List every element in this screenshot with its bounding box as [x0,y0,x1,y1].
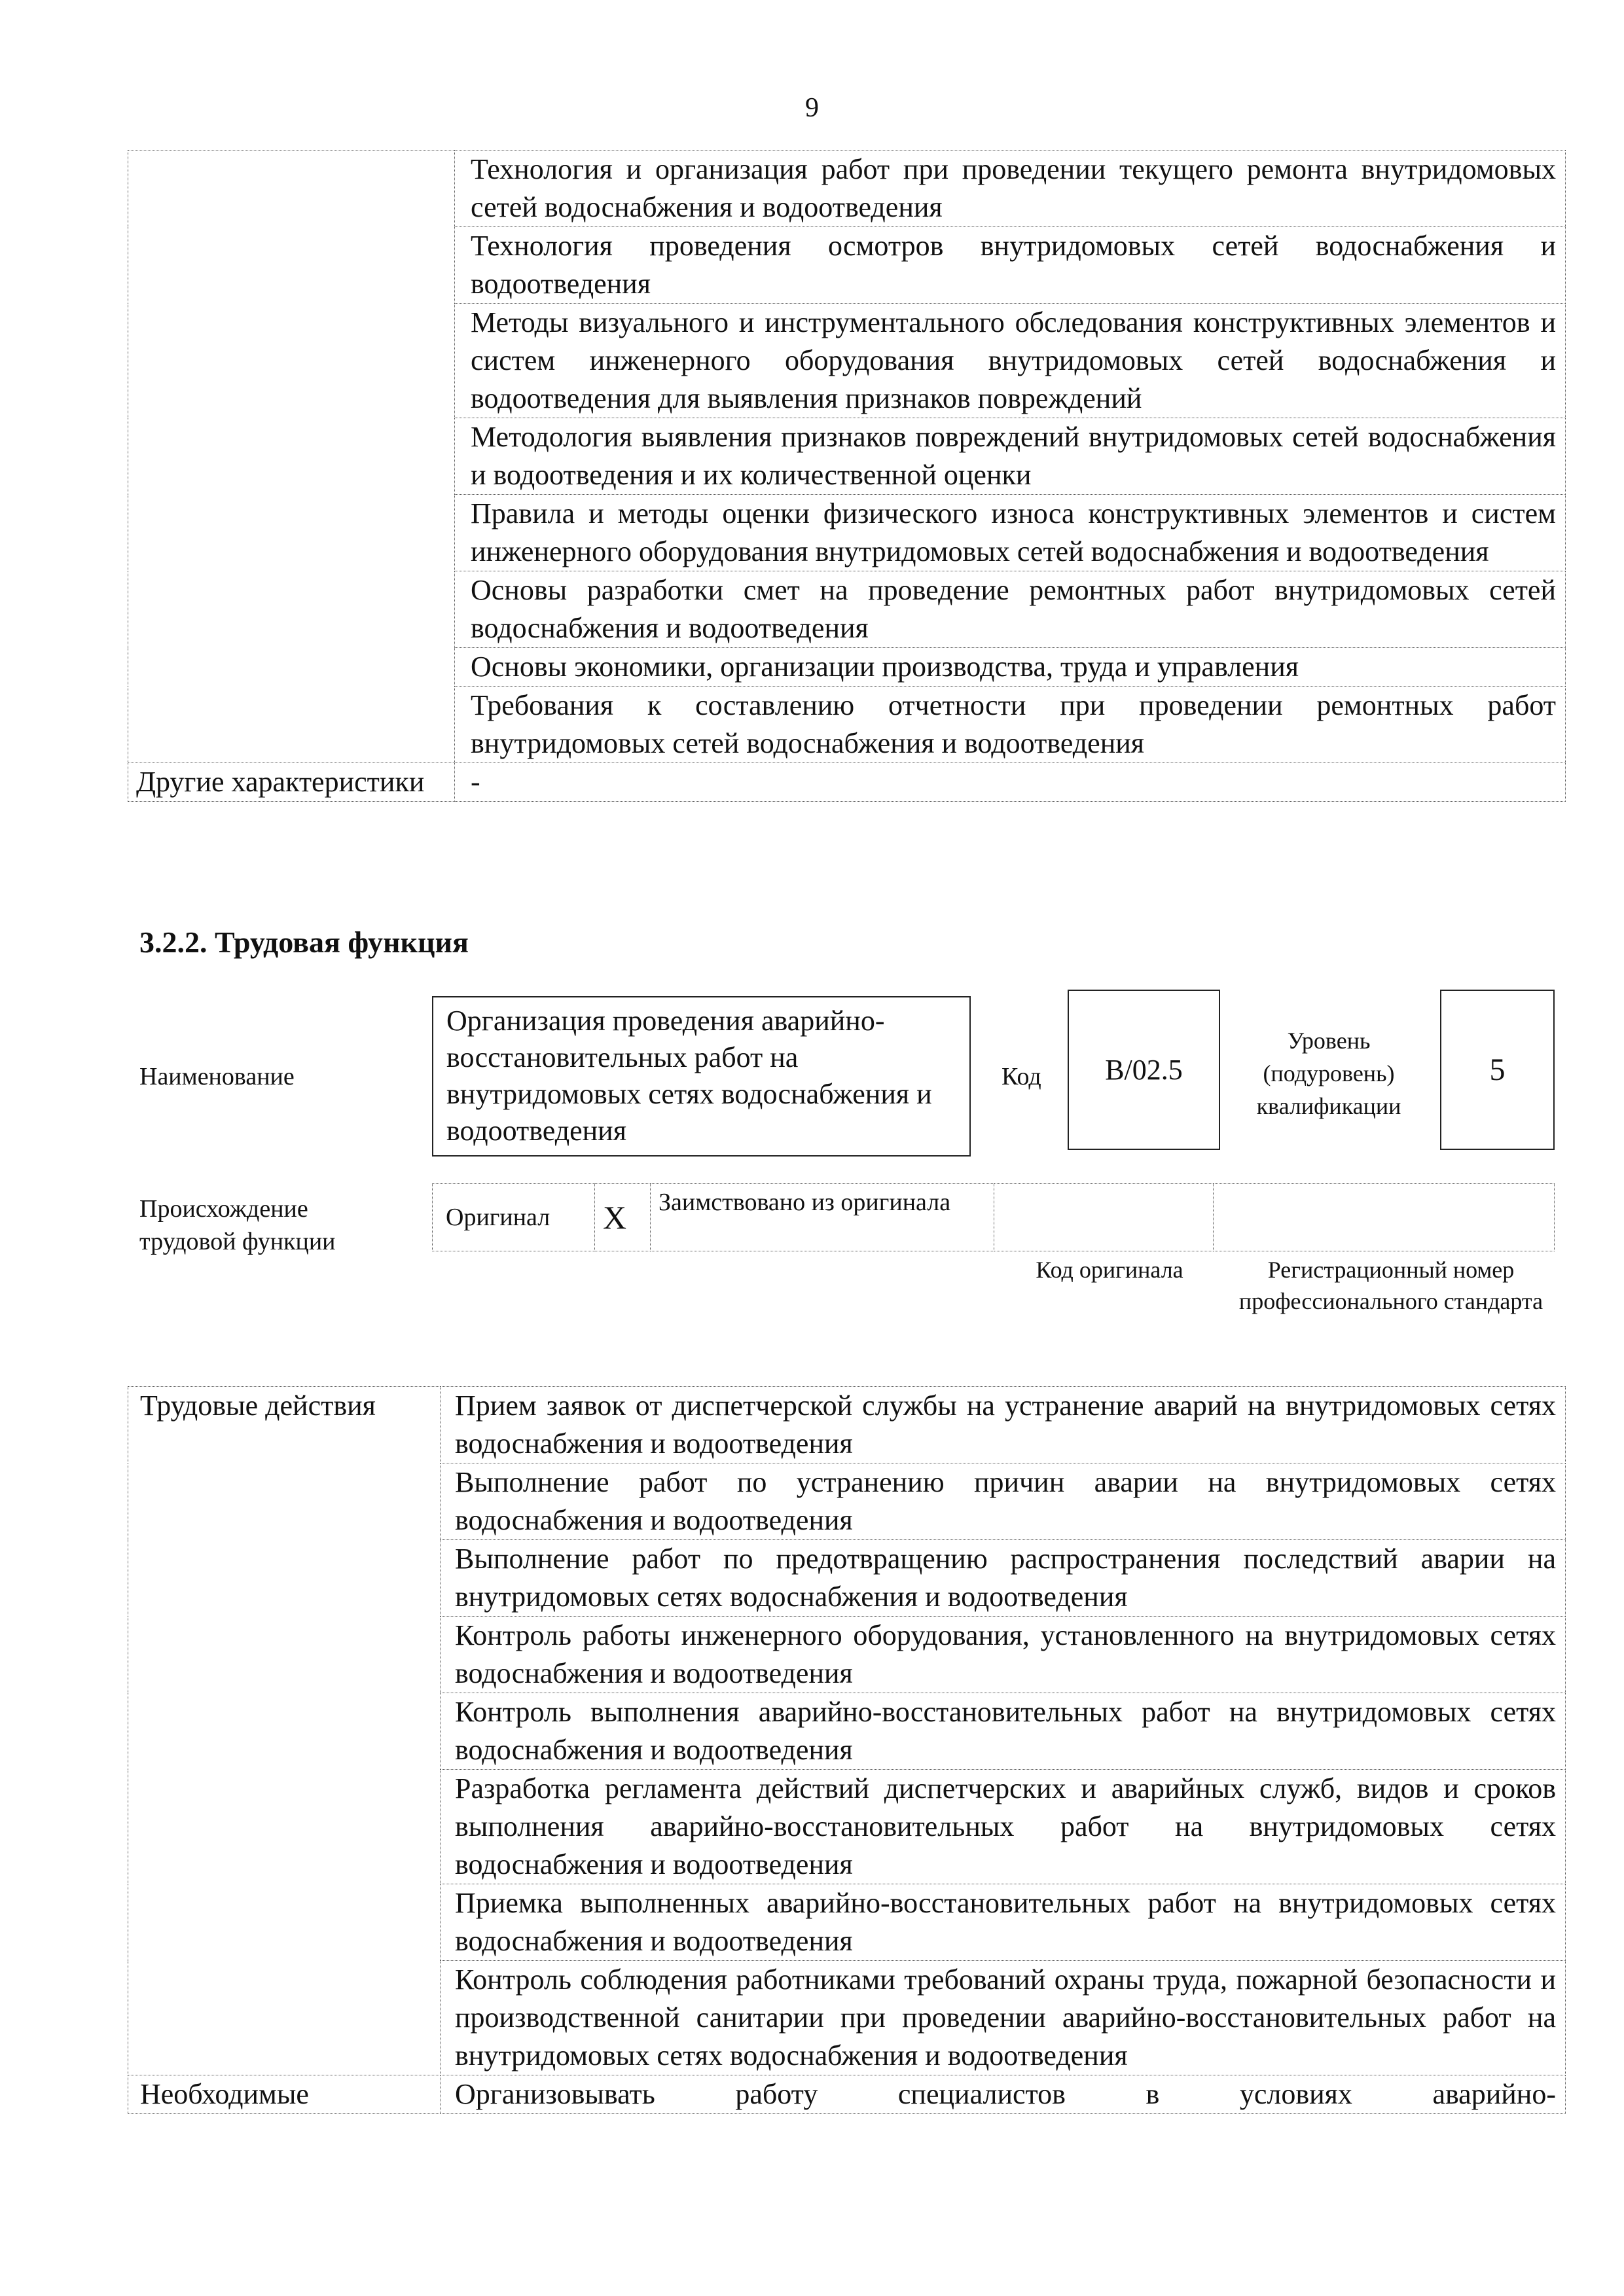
origin-original-label: Оригинал [433,1184,595,1251]
skills-label: Необходимые [128,2075,441,2114]
level-label: Уровень (подуровень) квалификации [1256,1028,1401,1119]
table-row [128,151,1566,227]
code-label: Код [1001,1063,1041,1090]
action-item: Выполнение работ по устранению причин аварии на внутридомовых сетях водоснабжения и водоотведения [441,1463,1566,1540]
knowledge-item: Технология проведения осмотров внутридомовых сетей водоснабжения и водоотведения [455,227,1566,304]
knowledge-item: Методы визуального и инструментального обследования конструктивных элементов и систем инженерного оборудования внутридомовых сетей водоснабжения и водоотведения для выявления признаков повреждений [455,304,1566,418]
origin-code-cell [994,1184,1214,1251]
action-item: Контроль выполнения аварийно-восстановительных работ на внутридомовых сетях водоснабжения и водоотведения [441,1693,1566,1770]
other-characteristics-value: - [455,763,1566,802]
function-name-box: Организация проведения аварийно-восстановительных работ на внутридомовых сетях водоснабжения и водоотведения [432,996,971,1157]
table-row [128,2075,1566,2114]
actions-label: Трудовые действия [128,1387,441,2075]
action-item: Приемка выполненных аварийно-восстановительных работ на внутридомовых сетях водоснабжения и водоотведения [441,1884,1566,1961]
knowledge-item: Основы разработки смет на проведение ремонтных работ внутридомовых сетей водоснабжения и водоотведения [455,571,1566,648]
action-item: Контроль работы инженерного оборудования, установленного на внутридомовых сетях водоснабжения и водоотведения [441,1617,1566,1693]
origin-reg-cell [1214,1184,1555,1251]
knowledge-table [128,150,1566,802]
origin-reg-caption: Регистрационный номер профессионального стандарта [1238,1257,1543,1314]
knowledge-item: Методология выявления признаков повреждений внутридомовых сетей водоснабжения и водоотведения и их количественной оценки [455,418,1566,495]
section-heading: 3.2.2. Трудовая функция [139,925,469,959]
table-row [433,1184,1555,1251]
name-label: Наименование [139,1063,295,1090]
knowledge-item: Основы экономики, организации производства, труда и управления [455,648,1566,687]
action-item: Разработка регламента действий диспетчерских и аварийных служб, видов и сроков выполнения аварийно-восстановительных работ на внутридомовых сетях водоснабжения и водоотведения [441,1770,1566,1884]
origin-original-mark: X [595,1184,651,1251]
action-item: Прием заявок от диспетчерской службы на устранение аварий на внутридомовых сетях водоснабжения и водоотведения [441,1387,1566,1463]
origin-label: Происхождение трудовой функции [139,1195,336,1255]
knowledge-item: Технология и организация работ при проведении текущего ремонта внутридомовых сетей водоснабжения и водоотведения [455,151,1566,227]
action-item: Выполнение работ по предотвращению распространения последствий аварии на внутридомовых сетях водоснабжения и водоотведения [441,1540,1566,1617]
knowledge-item: Правила и методы оценки физического износа конструктивных элементов и систем инженерного оборудования внутридомовых сетей водоснабжения и водоотведения [455,495,1566,571]
other-characteristics-label: Другие характеристики [128,763,455,802]
table-label-cell-empty [128,151,455,763]
table-row [128,763,1566,802]
origin-borrowed-label: Заимствовано из оригинала [651,1184,994,1251]
knowledge-item: Требования к составлению отчетности при проведении ремонтных работ внутридомовых сетей водоснабжения и водоотведения [455,687,1566,763]
level-box: 5 [1440,990,1555,1150]
code-box: B/02.5 [1068,990,1220,1150]
actions-table [128,1386,1566,2114]
origin-table [432,1183,1555,1251]
table-row [128,1387,1566,1463]
skills-item: Организовывать работу специалистов в условиях аварийно- [441,2075,1566,2114]
origin-code-caption: Код оригинала [1036,1257,1183,1283]
action-item: Контроль соблюдения работниками требований охраны труда, пожарной безопасности и производственной санитарии при проведении аварийно-восстановительных работ на внутридомовых сетях водоснабжения и водоотведения [441,1961,1566,2075]
page-number: 9 [805,93,819,123]
